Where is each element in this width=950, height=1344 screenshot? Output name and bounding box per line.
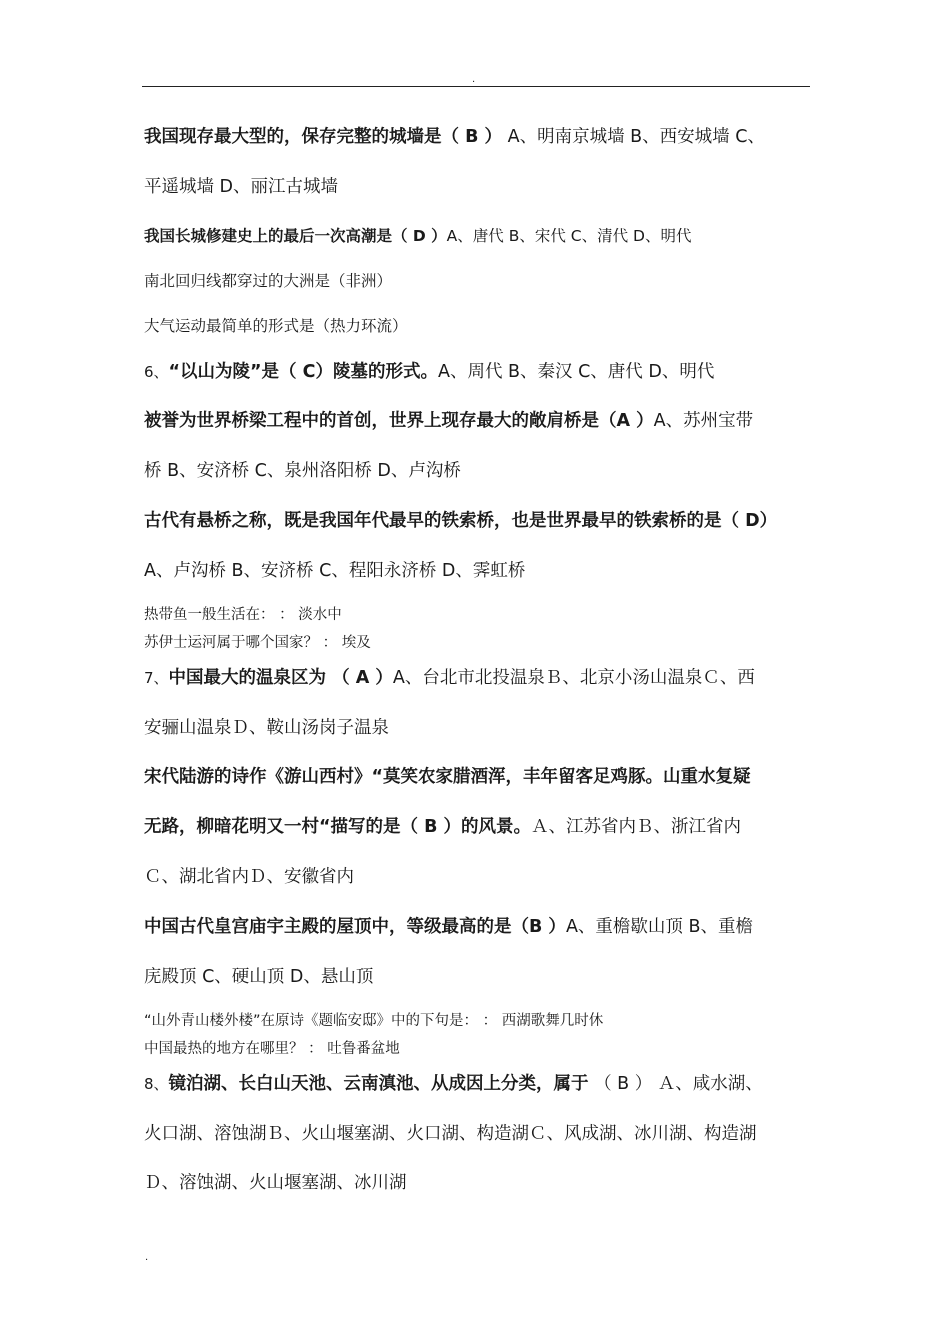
question-line-23: 火口湖、溶蚀湖Ｂ、火山堰塞湖、火口湖、构造湖Ｃ、风成湖、冰川湖、构造湖: [144, 1124, 757, 1144]
question-line-10: A、卢沟桥 B、安济桥 C、程阳永济桥 D、霁虹桥: [144, 561, 526, 581]
answer-options: A、唐代 B、宋代 C、清代 D、明代: [446, 227, 692, 245]
question-line-8: 桥 B、安济桥 C、泉州洛阳桥 D、卢沟桥: [144, 461, 461, 481]
question-line-2: 平遥城墙 D、丽江古城墙: [144, 177, 339, 197]
question-line-20: “山外青山楼外楼”在原诗《题临安邸》中的下句是： ： 西湖歌舞几时休: [144, 1013, 604, 1029]
question-number: 8、: [144, 1075, 169, 1093]
question-line-19: 庑殿顶 C、硬山顶 D、悬山顶: [144, 967, 374, 987]
question-text: 我国现存最大型的，保存完整的城墙是（ B ）: [144, 127, 503, 147]
header-rule: [142, 86, 810, 87]
answer-options: A、明南京城墙 B、西安城墙 C、: [502, 127, 765, 147]
answer-options: A、苏州宝带: [653, 411, 754, 431]
answer-options: （ B ） Ａ、咸水湖、: [588, 1074, 763, 1094]
footer-dot: .: [145, 1252, 149, 1263]
question-line-13: [144, 670, 755, 688]
question-line-1: [144, 129, 765, 147]
question-line-22: [144, 1076, 763, 1094]
question-line-15: [144, 769, 751, 787]
question-text: 中国古代皇宫庙宇主殿的屋顶中，等级最高的是（B ）: [144, 917, 566, 937]
question-line-17: Ｃ、湖北省内Ｄ、安徽省内: [144, 867, 354, 887]
question-line-24: Ｄ、溶蚀湖、火山堰塞湖、冰川湖: [144, 1173, 407, 1193]
answer-options: A、周代 B、秦汉 C、唐代 D、明代: [437, 362, 715, 382]
question-text: 无路，柳暗花明又一村“描写的是（ B ）的风景。: [144, 817, 532, 837]
question-text: 宋代陆游的诗作《游山西村》“莫笑农家腊酒浑，丰年留客足鸡豚。山重水复疑: [144, 767, 751, 787]
answer-options: A、重檐歇山顶 B、重檐: [565, 917, 753, 937]
question-text: 我国长城修建史上的最后一次高潮是（ D ）: [144, 227, 447, 245]
question-line-3: [144, 229, 691, 245]
question-number: 7、: [144, 669, 169, 687]
question-line-11: 热带鱼一般生活在： ： 淡水中: [144, 607, 342, 623]
question-line-16: [144, 819, 741, 837]
question-line-6: [144, 364, 714, 382]
question-text: 中国最大的温泉区为 （ A ）: [168, 668, 393, 688]
question-text: 镜泊湖、长白山天池、云南滇池、从成因上分类，属于: [168, 1074, 589, 1094]
answer-options: A、台北市北投温泉Ｂ、北京小汤山温泉Ｃ、西: [392, 668, 755, 688]
question-text: 古代有悬桥之称，既是我国年代最早的铁索桥，也是世界最早的铁索桥的是（ D）: [144, 511, 778, 531]
question-text: 被誉为世界桥梁工程中的首创，世界上现存最大的敞肩桥是（A ）: [144, 411, 654, 431]
question-line-5: 大气运动最简单的形式是（热力环流）: [144, 317, 408, 335]
question-line-7: [144, 413, 753, 431]
question-line-21: 中国最热的地方在哪里？ ： 吐鲁番盆地: [144, 1041, 400, 1057]
question-line-18: [144, 919, 753, 937]
question-line-14: 安骊山温泉Ｄ、鞍山汤岗子温泉: [144, 718, 389, 738]
question-number: 6、: [144, 363, 169, 381]
question-text: “以山为陵”是（ C）陵墓的形式。: [168, 362, 438, 382]
question-line-4: 南北回归线都穿过的大洲是（非洲）: [144, 272, 393, 290]
answer-options: Ａ、江苏省内Ｂ、浙江省内: [531, 817, 742, 837]
question-line-12: 苏伊士运河属于哪个国家？ ： 埃及: [144, 635, 371, 651]
header-dot: .: [472, 74, 476, 85]
question-line-9: [144, 513, 777, 531]
